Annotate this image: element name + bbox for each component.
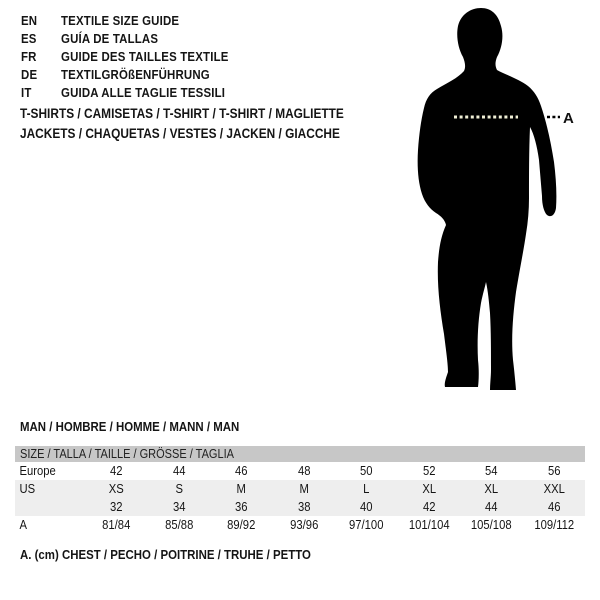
size-value: 89/92 (227, 518, 256, 532)
size-value: 101/104 (408, 518, 450, 532)
size-value: 81/84 (102, 518, 131, 532)
row-label: Europe (19, 464, 56, 478)
language-code: IT (21, 85, 32, 100)
section-title: MAN / HOMBRE / HOMME / MANN / MAN (20, 419, 240, 434)
size-value: 56 (547, 464, 561, 478)
table-row-us (15, 480, 585, 498)
size-value: 54 (484, 464, 498, 478)
man-silhouette (418, 8, 557, 390)
size-value: XL (421, 482, 436, 496)
size-value: 38 (297, 500, 311, 514)
list-item (21, 48, 251, 66)
size-value: XS (108, 482, 124, 496)
size-value: L (363, 482, 370, 496)
size-value: XXL (543, 482, 565, 496)
language-guide-list (21, 12, 251, 102)
size-value: 109/112 (533, 518, 574, 532)
size-value: 50 (359, 464, 373, 478)
size-value: 34 (172, 500, 186, 514)
language-code: DE (21, 67, 38, 82)
size-value: 52 (422, 464, 436, 478)
size-value: 42 (422, 500, 436, 514)
language-label: GUIDA ALLE TAGLIE TESSILI (61, 85, 226, 100)
size-value: 93/96 (289, 518, 318, 532)
size-value: 40 (359, 500, 373, 514)
list-item (21, 66, 251, 84)
table-header: SIZE / TALLA / TAILLE / GRÖSSE / TAGLIA (15, 446, 585, 462)
size-value: 36 (234, 500, 248, 514)
size-value: 46 (234, 464, 248, 478)
size-value: 48 (297, 464, 311, 478)
table-row-chest (15, 516, 585, 534)
table-row-europe (15, 462, 585, 480)
size-value: M (299, 482, 309, 496)
measurement-footnote: A. (cm) CHEST / PECHO / POITRINE / TRUHE / PETTO (20, 547, 311, 562)
measure-label-a: A (563, 110, 574, 127)
category-heading (20, 104, 388, 144)
table-row-numeric (15, 498, 585, 516)
language-label: TEXTILGRÖßENFÜHRUNG (61, 67, 210, 82)
list-item (21, 12, 251, 30)
list-item (21, 84, 251, 102)
size-value: 32 (109, 500, 123, 514)
language-code: EN (21, 13, 38, 28)
size-value: 46 (547, 500, 561, 514)
size-value: S (174, 482, 183, 496)
category-line-tshirts: T-SHIRTS / CAMISETAS / T-SHIRT / T-SHIRT / MAGLIETTE (20, 106, 344, 121)
row-label (15, 498, 78, 516)
language-code: FR (21, 49, 37, 64)
size-table (15, 446, 585, 534)
size-value: 105/108 (470, 518, 512, 532)
category-line-jackets: JACKETS / CHAQUETAS / VESTES / JACKEN / GIACCHE (20, 126, 340, 141)
size-value: 85/88 (164, 518, 193, 532)
size-value: 44 (172, 464, 186, 478)
size-value: 97/100 (349, 518, 384, 532)
list-item (21, 30, 251, 48)
row-label: US (19, 482, 36, 496)
size-value: 42 (109, 464, 123, 478)
language-label: GUÍA DE TALLAS (61, 31, 159, 46)
man-silhouette-figure (408, 0, 600, 400)
size-value: M (236, 482, 246, 496)
language-label: TEXTILE SIZE GUIDE (61, 13, 180, 28)
language-label: GUIDE DES TAILLES TEXTILE (61, 49, 229, 64)
size-value: XL (484, 482, 499, 496)
row-label: A (19, 518, 28, 532)
size-value: 44 (484, 500, 498, 514)
language-code: ES (21, 31, 37, 46)
